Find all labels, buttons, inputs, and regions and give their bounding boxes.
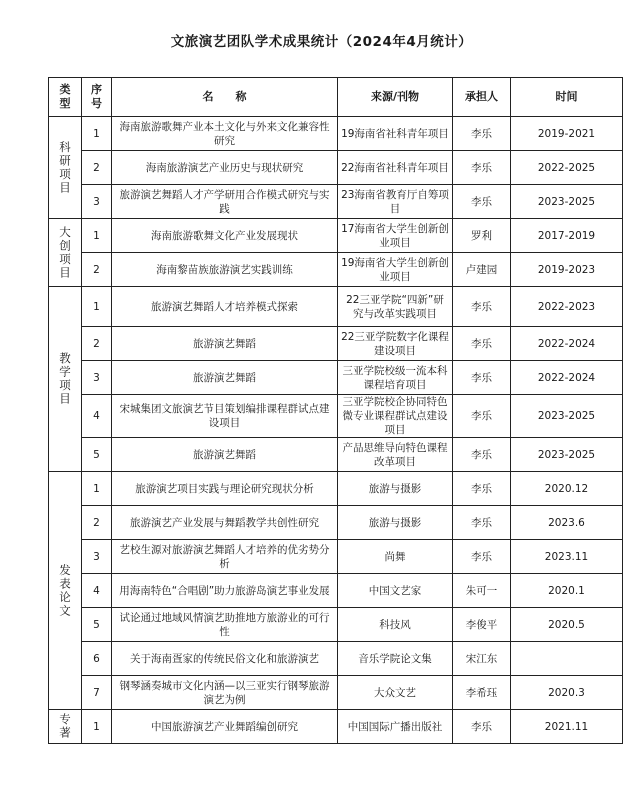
- person-cell: 罗利: [453, 219, 511, 253]
- time-cell: 2017-2019: [511, 219, 623, 253]
- person-cell: 李乐: [453, 472, 511, 506]
- header-type-line2: 型: [59, 97, 71, 110]
- person-cell: 李乐: [453, 185, 511, 219]
- table-row: [49, 253, 623, 287]
- header-type: [49, 78, 82, 117]
- source-cell: 22海南省社科青年项目: [338, 151, 453, 185]
- seq-cell: 2: [82, 327, 112, 361]
- source-cell: 科技风: [338, 608, 453, 642]
- name-cell: 旅游演艺舞蹈人才产学研用合作模式研究与实践: [112, 185, 338, 219]
- time-cell: 2019-2021: [511, 117, 623, 151]
- table-row: [49, 676, 623, 710]
- seq-cell: 6: [82, 642, 112, 676]
- name-cell: 旅游演艺舞蹈: [112, 361, 338, 395]
- person-cell: 李乐: [453, 540, 511, 574]
- person-cell: 李乐: [453, 287, 511, 327]
- table-row: [49, 540, 623, 574]
- category-cell: [49, 287, 82, 472]
- person-cell: 李乐: [453, 438, 511, 472]
- source-cell: 19海南省社科青年项目: [338, 117, 453, 151]
- person-cell: 李乐: [453, 151, 511, 185]
- source-cell: 22三亚学院“四新”研究与改革实践项目: [338, 287, 453, 327]
- seq-cell: 5: [82, 438, 112, 472]
- seq-cell: 1: [82, 710, 112, 744]
- table-row: [49, 327, 623, 361]
- header-person: 承担人: [453, 78, 511, 117]
- name-cell: 海南旅游歌舞产业本土文化与外来文化兼容性研究: [112, 117, 338, 151]
- seq-cell: 3: [82, 540, 112, 574]
- source-cell: 19海南省大学生创新创业项目: [338, 253, 453, 287]
- name-cell: 宋城集团文旅演艺节目策划编排课程群试点建设项目: [112, 395, 338, 438]
- header-seq-line1: 序: [91, 83, 102, 96]
- table-row: [49, 710, 623, 744]
- table-row: [49, 395, 623, 438]
- person-cell: 宋江东: [453, 642, 511, 676]
- table-row: [49, 438, 623, 472]
- category-label: 大创项目: [58, 225, 72, 280]
- source-cell: 三亚学院校企协同特色微专业课程群试点建设项目: [338, 395, 453, 438]
- table-row: [49, 506, 623, 540]
- category-label: 教学项目: [58, 352, 72, 406]
- name-cell: 旅游演艺舞蹈人才培养模式探索: [112, 287, 338, 327]
- category-label: 发表论文: [58, 563, 72, 618]
- header-time: 时间: [511, 78, 623, 117]
- seq-cell: 1: [82, 287, 112, 327]
- source-cell: 中国文艺家: [338, 574, 453, 608]
- table-row: [49, 642, 623, 676]
- table-row: [49, 608, 623, 642]
- person-cell: 李乐: [453, 506, 511, 540]
- person-cell: 李乐: [453, 117, 511, 151]
- time-cell: 2023.11: [511, 540, 623, 574]
- time-cell: 2020.12: [511, 472, 623, 506]
- name-cell: 试论通过地域风情演艺助推地方旅游业的可行性: [112, 608, 338, 642]
- table-body: [49, 117, 623, 744]
- time-cell: 2023.6: [511, 506, 623, 540]
- seq-cell: 2: [82, 506, 112, 540]
- name-cell: 关于海南疍家的传统民俗文化和旅游演艺: [112, 642, 338, 676]
- name-cell: 钢琴涵奏城市文化内涵—以三亚实行钢琴旅游演艺为例: [112, 676, 338, 710]
- seq-cell: 1: [82, 117, 112, 151]
- table-row: [49, 185, 623, 219]
- time-cell: 2023-2025: [511, 185, 623, 219]
- header-type-line1: 类: [59, 83, 71, 96]
- person-cell: 李乐: [453, 710, 511, 744]
- time-cell: 2021.11: [511, 710, 623, 744]
- category-label: 科研项目: [58, 140, 72, 195]
- seq-cell: 5: [82, 608, 112, 642]
- source-cell: 尚舞: [338, 540, 453, 574]
- table-row: [49, 287, 623, 327]
- name-cell: 旅游演艺舞蹈: [112, 327, 338, 361]
- source-cell: 产品思维导向特色课程改革项目: [338, 438, 453, 472]
- header-seq-line2: 号: [91, 97, 102, 110]
- source-cell: 大众文艺: [338, 676, 453, 710]
- time-cell: 2023-2025: [511, 395, 623, 438]
- table-row: [49, 117, 623, 151]
- time-cell: 2022-2024: [511, 361, 623, 395]
- seq-cell: 3: [82, 185, 112, 219]
- name-cell: 旅游演艺产业发展与舞蹈教学共创性研究: [112, 506, 338, 540]
- category-label: 专著: [58, 713, 72, 740]
- table-row: [49, 361, 623, 395]
- seq-cell: 4: [82, 574, 112, 608]
- table-row: [49, 472, 623, 506]
- table-header-row: [49, 78, 623, 117]
- header-name: 名 称: [112, 78, 338, 117]
- table-row: [49, 151, 623, 185]
- time-cell: 2020.5: [511, 608, 623, 642]
- source-cell: 音乐学院论文集: [338, 642, 453, 676]
- seq-cell: 4: [82, 395, 112, 438]
- time-cell: 2022-2025: [511, 151, 623, 185]
- source-cell: 中国国际广播出版社: [338, 710, 453, 744]
- source-cell: 旅游与摄影: [338, 506, 453, 540]
- seq-cell: 2: [82, 151, 112, 185]
- person-cell: 卢建园: [453, 253, 511, 287]
- source-cell: 22三亚学院数字化课程建设项目: [338, 327, 453, 361]
- seq-cell: 2: [82, 253, 112, 287]
- source-cell: 23海南省教育厅自筹项目: [338, 185, 453, 219]
- name-cell: 海南黎苗族旅游演艺实践训练: [112, 253, 338, 287]
- time-cell: [511, 642, 623, 676]
- time-cell: 2019-2023: [511, 253, 623, 287]
- name-cell: 艺校生源对旅游演艺舞蹈人才培养的优劣势分析: [112, 540, 338, 574]
- person-cell: 李乐: [453, 327, 511, 361]
- person-cell: 朱可一: [453, 574, 511, 608]
- header-seq: [82, 78, 112, 117]
- time-cell: 2023-2025: [511, 438, 623, 472]
- category-cell: [49, 472, 82, 710]
- source-cell: 三亚学院校级一流本科课程培育项目: [338, 361, 453, 395]
- name-cell: 中国旅游演艺产业舞蹈编创研究: [112, 710, 338, 744]
- table-row: [49, 574, 623, 608]
- time-cell: 2022-2023: [511, 287, 623, 327]
- person-cell: 李俊平: [453, 608, 511, 642]
- name-cell: 海南旅游演艺产业历史与现状研究: [112, 151, 338, 185]
- seq-cell: 1: [82, 472, 112, 506]
- category-cell: [49, 710, 82, 744]
- name-cell: 旅游演艺项目实践与理论研究现状分析: [112, 472, 338, 506]
- person-cell: 李乐: [453, 361, 511, 395]
- person-cell: 李乐: [453, 395, 511, 438]
- time-cell: 2022-2024: [511, 327, 623, 361]
- category-cell: [49, 219, 82, 287]
- document-title: 文旅演艺团队学术成果统计（2024年4月统计）: [170, 34, 473, 50]
- source-cell: 旅游与摄影: [338, 472, 453, 506]
- header-source: 来源/刊物: [338, 78, 453, 117]
- name-cell: 海南旅游歌舞文化产业发展现状: [112, 219, 338, 253]
- time-cell: 2020.1: [511, 574, 623, 608]
- category-cell: [49, 117, 82, 219]
- source-cell: 17海南省大学生创新创业项目: [338, 219, 453, 253]
- person-cell: 李希珏: [453, 676, 511, 710]
- seq-cell: 3: [82, 361, 112, 395]
- name-cell: 用海南特色“合唱剧”助力旅游岛演艺事业发展: [112, 574, 338, 608]
- time-cell: 2020.3: [511, 676, 623, 710]
- seq-cell: 7: [82, 676, 112, 710]
- table-row: [49, 219, 623, 253]
- name-cell: 旅游演艺舞蹈: [112, 438, 338, 472]
- seq-cell: 1: [82, 219, 112, 253]
- achievements-table: [48, 77, 623, 744]
